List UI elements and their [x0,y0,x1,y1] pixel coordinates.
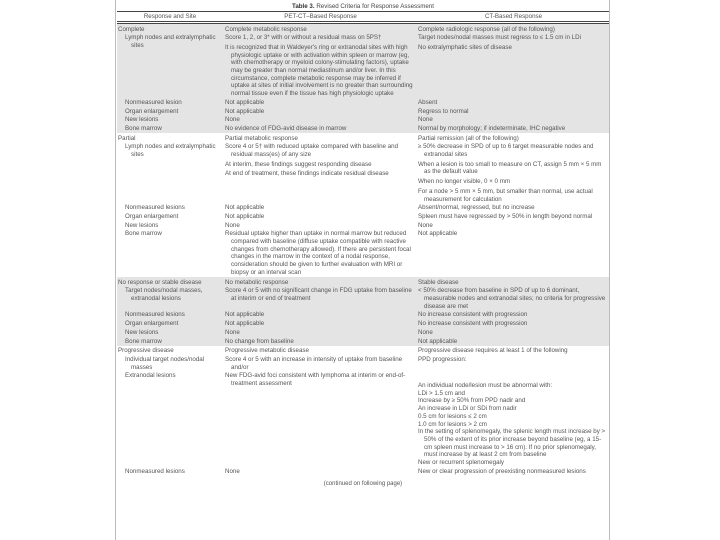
table-row [117,467,609,476]
pet-ct-cell: Partial metabolic response [225,134,298,142]
ct-cell: LDi > 1.5 cm and [418,389,465,397]
ct-cell: None [418,328,433,336]
ct-cell: Not applicable [418,337,458,345]
ct-cell: An increase in LDi or SDi from nadir [418,405,517,413]
site-cell: Organ enlargement [125,212,179,220]
ct-cell: No increase consistent with progression [418,311,528,319]
pet-ct-cell: Residual uptake higher than uptake in normal marrow but reduced compared with baseline (diffuse uptake compatible with reactive changes from chemotherapy allowed). If there are persistent focal changes in the marrow in the context of a nodal response, consideration should be given to further evaluation with MRI or biopsy or an interval scan [225,230,411,276]
pet-ct-cell: No change from baseline [225,337,294,345]
table-row [117,328,609,337]
pet-ct-cell: Score 1, 2, or 3* with or without a residual mass on 5PS† [225,34,382,42]
table-row [117,337,609,346]
site-cell: Nonmeasured lesion [125,98,182,106]
site-cell: Progressive disease [118,347,174,355]
pet-ct-cell: None [225,328,240,336]
left-page-border [115,0,116,540]
site-cell: Individual target nodes/nodal masses [125,355,205,371]
table-row [117,98,609,107]
ct-cell: For a node > 5 mm × 5 mm, but smaller than normal, use actual measurement for calculation [418,187,593,203]
site-cell: Extranodal lesions [125,372,176,380]
ct-cell: Normal by morphology; if indeterminate, IHC negative [418,124,566,132]
site-cell: Organ enlargement [125,107,179,115]
table-label: Table 3. [292,3,315,10]
ct-cell: 0.5 cm for lesions ≤ 2 cm [418,412,487,420]
site-cell: Bone marrow [125,124,162,132]
ct-cell: Partial remission (all of the following) [418,134,519,142]
pet-ct-cell: Not applicable [225,320,265,328]
ct-cell: No increase consistent with progression [418,320,528,328]
site-cell: New lesions [125,116,159,124]
right-page-border [609,0,610,540]
site-cell: No response or stable disease [118,278,202,286]
ct-cell: An individual node/lesion must be abnormal with: [418,382,553,390]
ct-cell: Absent [418,98,438,106]
header-response-site: Response and Site [143,13,197,20]
ct-cell: ≥ 50% decrease in SPD of up to 6 target measurable nodes and extranodal sites [418,143,594,159]
section-row [117,133,609,143]
site-cell: Lymph nodes and extralymphatic sites [125,143,216,159]
site-cell: New lesions [125,221,159,229]
ct-cell: Progressive disease requires at least 1 of the following [418,347,568,355]
ct-cell: Spleen must have regressed by > 50% in length beyond normal [418,212,593,220]
pet-ct-cell: Score 4 or 5 with no significant change in FDG uptake from baseline at interim or end of treatment [225,287,412,302]
ct-cell: New or recurrent splenomegaly [418,459,504,467]
ct-cell: None [418,116,433,124]
table-row [117,230,609,277]
table-body [117,24,609,476]
pet-ct-cell: Not applicable [225,98,265,106]
table-row [117,320,609,329]
table-header [117,12,609,21]
ct-cell: Target nodes/nodal masses must regress to ≤ 1.5 cm in LDi [418,34,581,42]
table-row [117,107,609,116]
table-row [117,287,609,311]
site-cell: Bone marrow [125,230,162,238]
site-cell: Organ enlargement [125,320,179,328]
site-cell: Target nodes/nodal masses, extranodal lesions [125,287,203,302]
ct-cell: No extralymphatic sites of disease [418,43,512,51]
table-row [117,116,609,125]
pet-ct-cell: It is recognized that in Waldeyer's ring or extranodal sites with high physiologic uptake or with activation within spleen or marrow (eg, with chemotherapy or myeloid colony-stimulating factors), uptake may be greater than normal mediastinum and/or liver. In this circumstance, complete metabolic response may be inferred if uptake at sites of initial involvement is no greater than surrounding normal tissue even if the tissue has high physiologic uptake [225,43,413,98]
ct-cell: Regress to normal [418,107,469,115]
pet-ct-cell: No evidence of FDG-avid disease in marrow [225,124,347,132]
pet-ct-cell: None [225,467,240,475]
table-title-text: Revised Criteria for Response Assessment [316,3,434,10]
section-row [117,277,609,287]
pet-ct-cell: Not applicable [225,212,265,220]
ct-cell: When no longer visible, 0 × 0 mm [418,178,510,186]
ct-cell: Stable disease [418,278,459,286]
table-title [117,3,609,11]
header-rule [117,21,609,22]
section-row [117,346,609,356]
pet-ct-cell: Score 4 or 5 with an increase in intensity of uptake from baseline and/or [225,355,403,371]
pet-ct-cell: At end of treatment, these findings indicate residual disease [225,170,389,178]
table-row [117,34,609,99]
ct-cell: < 50% decrease from baseline in SPD of up to 6 dominant, measurable nodes and extranodal sites; no criteria for progressive disease are met [418,287,606,310]
pet-ct-cell: None [225,221,240,229]
ct-cell: None [418,221,433,229]
response-criteria-table [117,3,609,488]
ct-cell: Increase by ≥ 50% from PPD nadir and [418,397,526,405]
ct-cell: When a lesion is too small to measure on CT, assign 5 mm × 5 mm as the default value [418,160,602,176]
continued-note: (continued on following page) [323,480,403,487]
pet-ct-cell: No metabolic response [225,278,289,286]
table-row [117,221,609,230]
table-row [117,372,609,467]
site-cell: Bone marrow [125,337,162,345]
ct-cell: Complete radiologic response (all of the following) [418,25,555,33]
table-row [117,311,609,320]
table-row [117,124,609,133]
header-pet-ct: PET-CT–Based Response [284,13,357,20]
pet-ct-cell: Progressive metabolic disease [225,347,309,355]
pet-ct-cell: Not applicable [225,107,265,115]
table-row [117,355,609,371]
table-row [117,204,609,213]
pet-ct-cell: Not applicable [225,204,265,212]
pet-ct-cell: None [225,116,240,124]
site-cell: Lymph nodes and extralymphatic sites [125,34,216,49]
site-cell: Nonmeasured lesions [125,467,185,475]
site-cell: Nonmeasured lesions [125,311,185,319]
pet-ct-cell: Complete metabolic response [225,25,307,33]
pet-ct-cell: Not applicable [225,311,265,319]
header-ct: CT-Based Response [484,13,543,20]
site-cell: Complete [118,25,145,33]
ct-cell: New or clear progression of preexisting nonmeasured lesions [418,467,586,475]
table-row [117,143,609,204]
table-row [117,212,609,221]
section-row [117,24,609,34]
ct-cell: Not applicable [418,230,458,238]
pet-ct-cell: At interim, these findings suggest responding disease [225,160,372,168]
ct-cell: Absent/normal, regressed, but no increase [418,204,535,212]
ct-cell: In the setting of splenomegaly, the splenic length must increase by > 50% of the extent of its prior increase beyond baseline (eg, a 15-cm spleen must increase to > 16 cm). If no prior splenomegaly, must increase by at least 2 cm from baseline [418,428,606,459]
ct-cell: 1.0 cm for lesions > 2 cm [418,420,487,428]
pet-ct-cell: New FDG-avid foci consistent with lymphoma at interim or end-of-treatment assessment [225,372,406,388]
site-cell: New lesions [125,328,159,336]
site-cell: Nonmeasured lesions [125,204,185,212]
site-cell: Partial [118,134,136,142]
ct-cell: PPD progression: [418,355,467,363]
ct-cell [418,372,609,380]
pet-ct-cell: Score 4 or 5† with reduced uptake compared with baseline and residual mass(es) of any size [225,143,399,159]
